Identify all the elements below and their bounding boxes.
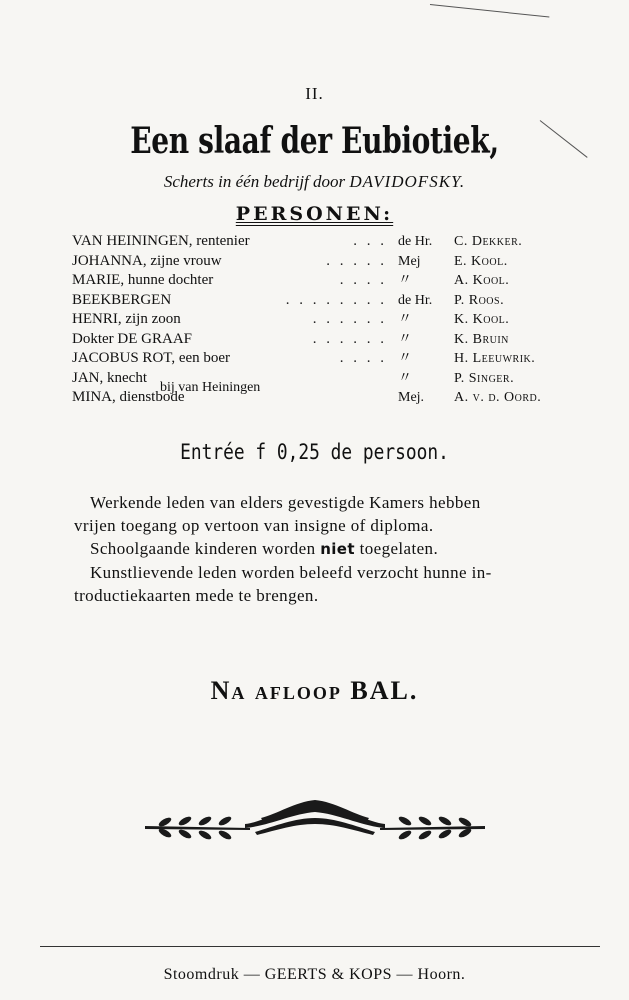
cast-row xyxy=(72,252,572,272)
actor-name: C. Dekker. xyxy=(454,234,523,249)
leader-dots: . . . . . . xyxy=(312,330,387,347)
cast-row xyxy=(72,291,572,311)
actor-title: 〃 xyxy=(398,273,412,288)
cast-row xyxy=(72,330,572,350)
leader-dots: . . . . xyxy=(339,272,387,288)
actor-title: 〃 xyxy=(398,370,412,386)
leader-dots: . . . . . xyxy=(326,252,387,269)
subtitle-prefix: Scherts in één bedrijf door xyxy=(163,172,346,191)
actor-title: de Hr. xyxy=(398,234,433,249)
note-line xyxy=(74,537,574,561)
actor-title: 〃 xyxy=(398,312,412,327)
actor-title: 〃 xyxy=(398,351,412,366)
leader-dots: . . . . . . xyxy=(312,311,387,327)
actor-name: A. v. d. Oord. xyxy=(454,390,542,405)
actor-title: Mej. xyxy=(398,390,425,405)
actor-name: K. Kool. xyxy=(454,312,510,327)
cast-list xyxy=(72,232,572,408)
actor-title: de Hr. xyxy=(398,292,433,308)
actor-name: P. Singer. xyxy=(454,370,515,386)
cast-row xyxy=(72,232,572,252)
note-line: troductiekaarten mede te brengen. xyxy=(74,586,319,605)
brace-note-text: bij van Heiningen xyxy=(160,380,261,395)
cast-row xyxy=(72,310,572,330)
author-name: DAVIDOFSKY. xyxy=(349,172,466,191)
actor-name: K. Bruin xyxy=(454,331,509,347)
brace-note xyxy=(160,380,260,396)
cast-role: HENRI, zijn zoon xyxy=(72,311,181,327)
play-subtitle xyxy=(0,172,629,192)
laurel-ornament-icon xyxy=(145,796,485,846)
note-text: toegelaten. xyxy=(359,539,439,558)
ball-announcement: Na afloop BAL. xyxy=(210,676,419,705)
corner-scratch xyxy=(430,4,549,18)
leader-dots: . . . . xyxy=(339,350,387,366)
notes-paragraph xyxy=(74,491,574,607)
cast-role: VAN HEININGEN, rentenier xyxy=(72,233,250,249)
note-line: Kunstlievende leden worden beleefd verzocht hunne in- xyxy=(90,563,492,582)
note-line: vrijen toegang op vertoon van insigne of diploma. xyxy=(74,516,434,535)
printer-imprint: Stoomdruk — GEERTS & KOPS — Hoorn. xyxy=(163,966,466,983)
cast-heading: PERSONEN: xyxy=(235,203,394,225)
actor-title: 〃 xyxy=(398,331,412,347)
actor-name: A. Kool. xyxy=(454,273,510,288)
cast-role: JAN, knecht xyxy=(72,369,147,386)
note-line: Werkende leden van elders gevestigde Kamers hebben xyxy=(90,493,481,512)
cast-role: JOHANNA, zijne vrouw xyxy=(72,252,222,269)
play-title: Een slaaf der Eubiotiek, xyxy=(130,120,499,162)
cast-role: MARIE, hunne dochter xyxy=(72,272,214,288)
actor-title: Mej xyxy=(398,253,421,269)
cast-role: Dokter DE GRAAF xyxy=(72,330,192,347)
cast-row xyxy=(72,271,572,291)
cast-row xyxy=(72,369,572,389)
footer-rule xyxy=(40,946,600,947)
cast-role: JACOBUS ROT, een boer xyxy=(72,350,231,366)
leader-dots: . . . xyxy=(353,233,387,249)
note-emphasis: niet xyxy=(320,540,355,558)
leader-dots: . . . . . . . . xyxy=(285,291,387,308)
cast-row xyxy=(72,349,572,369)
act-numeral: II. xyxy=(305,84,324,103)
cast-role: BEEKBERGEN xyxy=(72,291,172,308)
cast-role: MINA, dienstbode xyxy=(72,389,185,405)
cast-row xyxy=(72,388,572,408)
actor-name: P. Roos. xyxy=(454,292,505,308)
actor-name: H. Leeuwrik. xyxy=(454,351,536,366)
note-text: Schoolgaande kinderen worden xyxy=(90,539,316,558)
entrance-fee: Entrée f 0,25 de persoon. xyxy=(180,440,449,464)
actor-name: E. Kool. xyxy=(454,253,508,269)
